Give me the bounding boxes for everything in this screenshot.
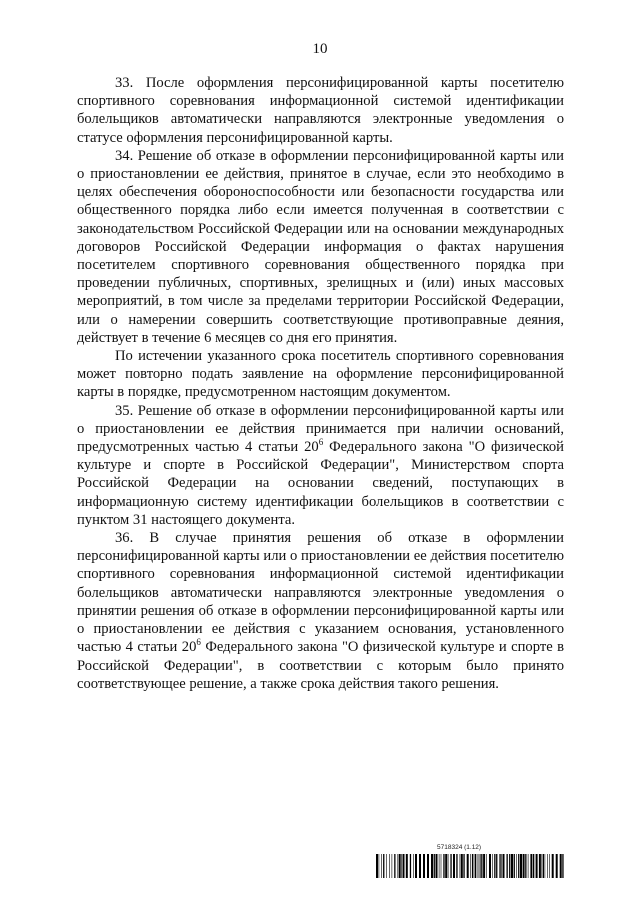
barcode-icon <box>376 854 564 878</box>
paragraph-36 <box>77 529 564 693</box>
paragraph-36-text-end: Федерального закона "О физической культуре и спорте в Российской Федерации", в соответствии с которым было принято соответствующее решение, а также срока действия такого решения. <box>77 639 564 692</box>
paragraph-33 <box>77 74 564 147</box>
document-body <box>77 74 564 693</box>
paragraph-34-continuation <box>77 347 564 402</box>
document-id: 5718324 (1.12) <box>437 844 482 851</box>
paragraph-35-text-end: Федерального закона "О физической культуре и спорте в Российской Федерации", Министерством спорта Российской Федерации на основании сведений, поступающих в информационную систему идентификации болельщиков в соответствии с пунктом 31 настоящего документа. <box>77 439 564 528</box>
superscript: 6 <box>196 637 201 648</box>
paragraph-33-text: 33. После оформления персонифицированной карты посетителю спортивного соревнования информационной системой идентификации болельщиков автоматически направляются электронные уведомления о статусе оформления персонифицированной карты. <box>77 75 564 146</box>
paragraph-36-text-start: 36. В случае принятия решения об отказе в оформлении персонифицированной карты или о приостановлении ее действия посетителю спортивного соревнования информационной системой идентификации болельщиков автоматически направляются электронные уведомления о принятии решения об отказе в оформлении персонифицированной карты или о приостановлении ее действия с указанием основания, установленного частью 4 статьи 20 <box>77 530 564 656</box>
paragraph-34-text: 34. Решение об отказе в оформлении персонифицированной карты или о приостановлении ее действия, принятое в случае, если это необходимо в целях обеспечения обороноспособности или безопасности государства или общественного порядка либо если имеется полученная в соответствии с законодательством Российской Федерации или на основании международных договоров Российской Федерации информация о фактах нарушения посетителем спортивного соревнования общественного порядка при проведении публичных, спортивных, зрелищных и (или) иных массовых мероприятий, в том числе за пределами территории Российской Федерации, или о намерении совершить соответствующие противоправные деяния, действует в течение 6 месяцев со дня его принятия. <box>77 147 564 346</box>
paragraph-35 <box>77 402 564 529</box>
paragraph-34-continuation-text: По истечении указанного срока посетитель спортивного соревнования может повторно подать заявление на оформление персонифицированной карты в порядке, предусмотренном настоящим документом. <box>77 348 564 401</box>
page-number: 10 <box>312 41 328 57</box>
paragraph-35-text-start: 35. Решение об отказе в оформлении персонифицированной карты или о приостановлении ее действия принимается при наличии оснований, предусмотренных частью 4 статьи 20 <box>77 402 564 456</box>
superscript: 6 <box>318 437 324 448</box>
paragraph-34 <box>77 147 564 347</box>
